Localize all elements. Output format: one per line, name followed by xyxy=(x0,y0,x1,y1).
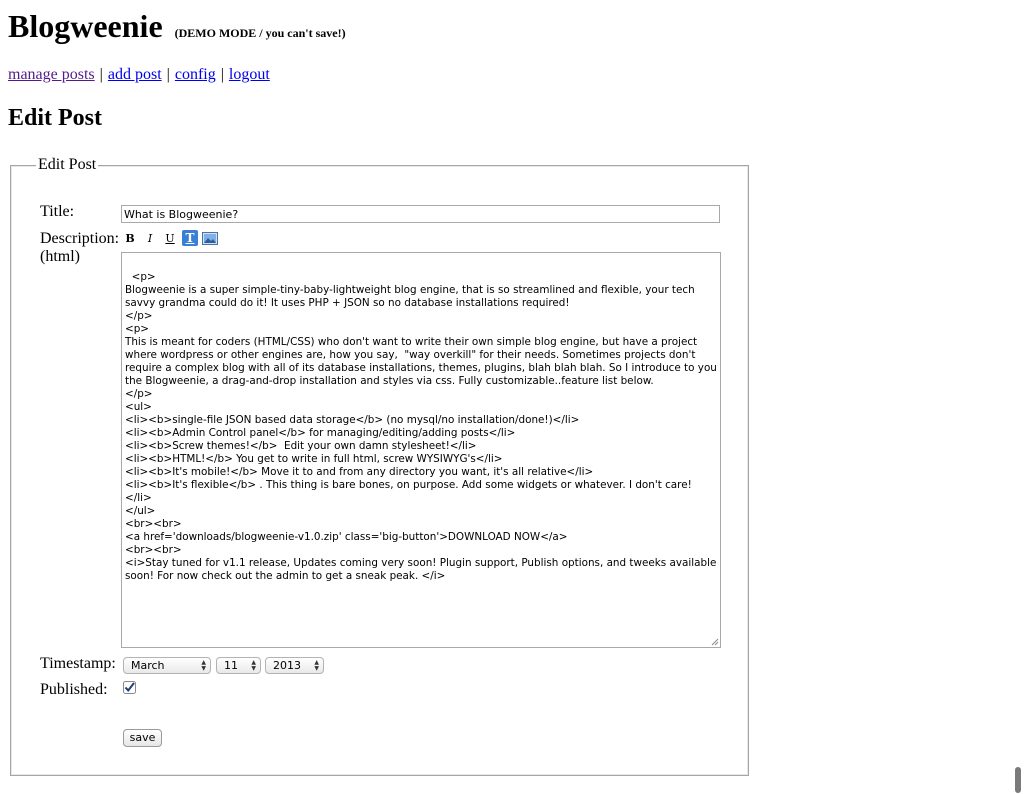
insert-image-button[interactable] xyxy=(202,230,218,246)
image-icon xyxy=(202,232,218,245)
html-editor-toolbar xyxy=(122,230,222,246)
month-select-value: March xyxy=(131,659,165,672)
nav-separator: | xyxy=(166,66,170,83)
title-input[interactable] xyxy=(121,205,720,223)
nav-add-post-link[interactable]: add post xyxy=(107,66,162,83)
day-select[interactable] xyxy=(216,657,261,674)
admin-nav xyxy=(8,66,270,84)
select-arrows-icon: ▲ ▼ xyxy=(314,659,319,672)
site-title xyxy=(8,6,346,53)
select-arrows-icon: ▲ ▼ xyxy=(201,659,206,672)
description-label: Description: xyxy=(40,230,120,247)
page-scrollbar-thumb[interactable] xyxy=(1015,767,1021,793)
nav-manage-posts-link[interactable]: manage posts xyxy=(8,66,95,83)
nav-config-link[interactable]: config xyxy=(174,66,216,83)
year-select-value: 2013 xyxy=(273,659,301,672)
save-button[interactable]: save xyxy=(123,729,162,747)
page-heading: Edit Post xyxy=(8,105,103,131)
nav-separator: | xyxy=(220,66,224,83)
month-select[interactable] xyxy=(123,657,211,674)
title-label: Title: xyxy=(40,203,75,220)
nav-logout-link[interactable]: logout xyxy=(228,66,270,83)
bold-button[interactable]: B xyxy=(125,231,135,245)
timestamp-label: Timestamp: xyxy=(40,655,116,672)
site-title-text: Blogweenie xyxy=(8,8,163,44)
select-arrows-icon: ▲ ▼ xyxy=(251,659,256,672)
underline-button[interactable]: U xyxy=(165,231,175,245)
description-textarea[interactable] xyxy=(121,252,721,648)
year-select[interactable] xyxy=(265,657,324,674)
italic-button[interactable]: I xyxy=(147,231,153,245)
published-label: Published: xyxy=(40,681,108,698)
resize-grip-icon[interactable] xyxy=(710,637,719,646)
fieldset-legend: Edit Post xyxy=(38,156,97,173)
demo-mode-note: (DEMO MODE / you can't save!) xyxy=(174,26,346,40)
description-text: <p> Blogweenie is a super simple-tiny-baby-lightweight blog engine, that is so streamlined and flexible, your tech savvy grandma could do it! It uses PHP + JSON so no database installations required! </p> <p> This is meant for coders (HTML/CSS) who don't want to write their own simple blog engine, but have a project where wordpress or other engines are, how you say, "way overkill" for their needs. Sometimes projects don't require a complex blog with all of its database installations, themes, plugins, blah blah blah. So I introduce to you the Blogweenie, a drag-and-drop installation and styles via css. Fully customizable..feature list below. </p> <ul> <li><b>single-file JSON based data storage</b> (no mysql/no installation/done!)</li> <li><b>Admin Control panel</b> for managing/editing/adding posts</li> <li><b>Screw themes!</b> Edit your own damn stylesheet!</li> <li><b>HTML!</b> You get to write in full html, screw WYSIWYG's</li> <li><b>It's mobile!</b> Move it to and from any directory you want, it's all relative</li> <li><b>It's flexible</b> . This thing is bare bones, on purpose. Add some widgets or whatever. I don't care! </li> </ul> <br><br> <a href='downloads/blogweenie-v1.0.zip' class='big-button'>DOWNLOAD NOW</a> <br><br> <i>Stay tuned for v1.1 release, Updates coming very soon! Plugin support, Publish options, and tweeks available soon! For now check out the admin to get a sneak peak. </i> xyxy=(125,271,717,582)
published-checkbox[interactable] xyxy=(123,681,136,694)
day-select-value: 11 xyxy=(224,659,238,672)
nav-separator: | xyxy=(99,66,103,83)
description-html-hint: (html) xyxy=(40,248,80,265)
text-format-button[interactable]: T xyxy=(182,230,198,246)
